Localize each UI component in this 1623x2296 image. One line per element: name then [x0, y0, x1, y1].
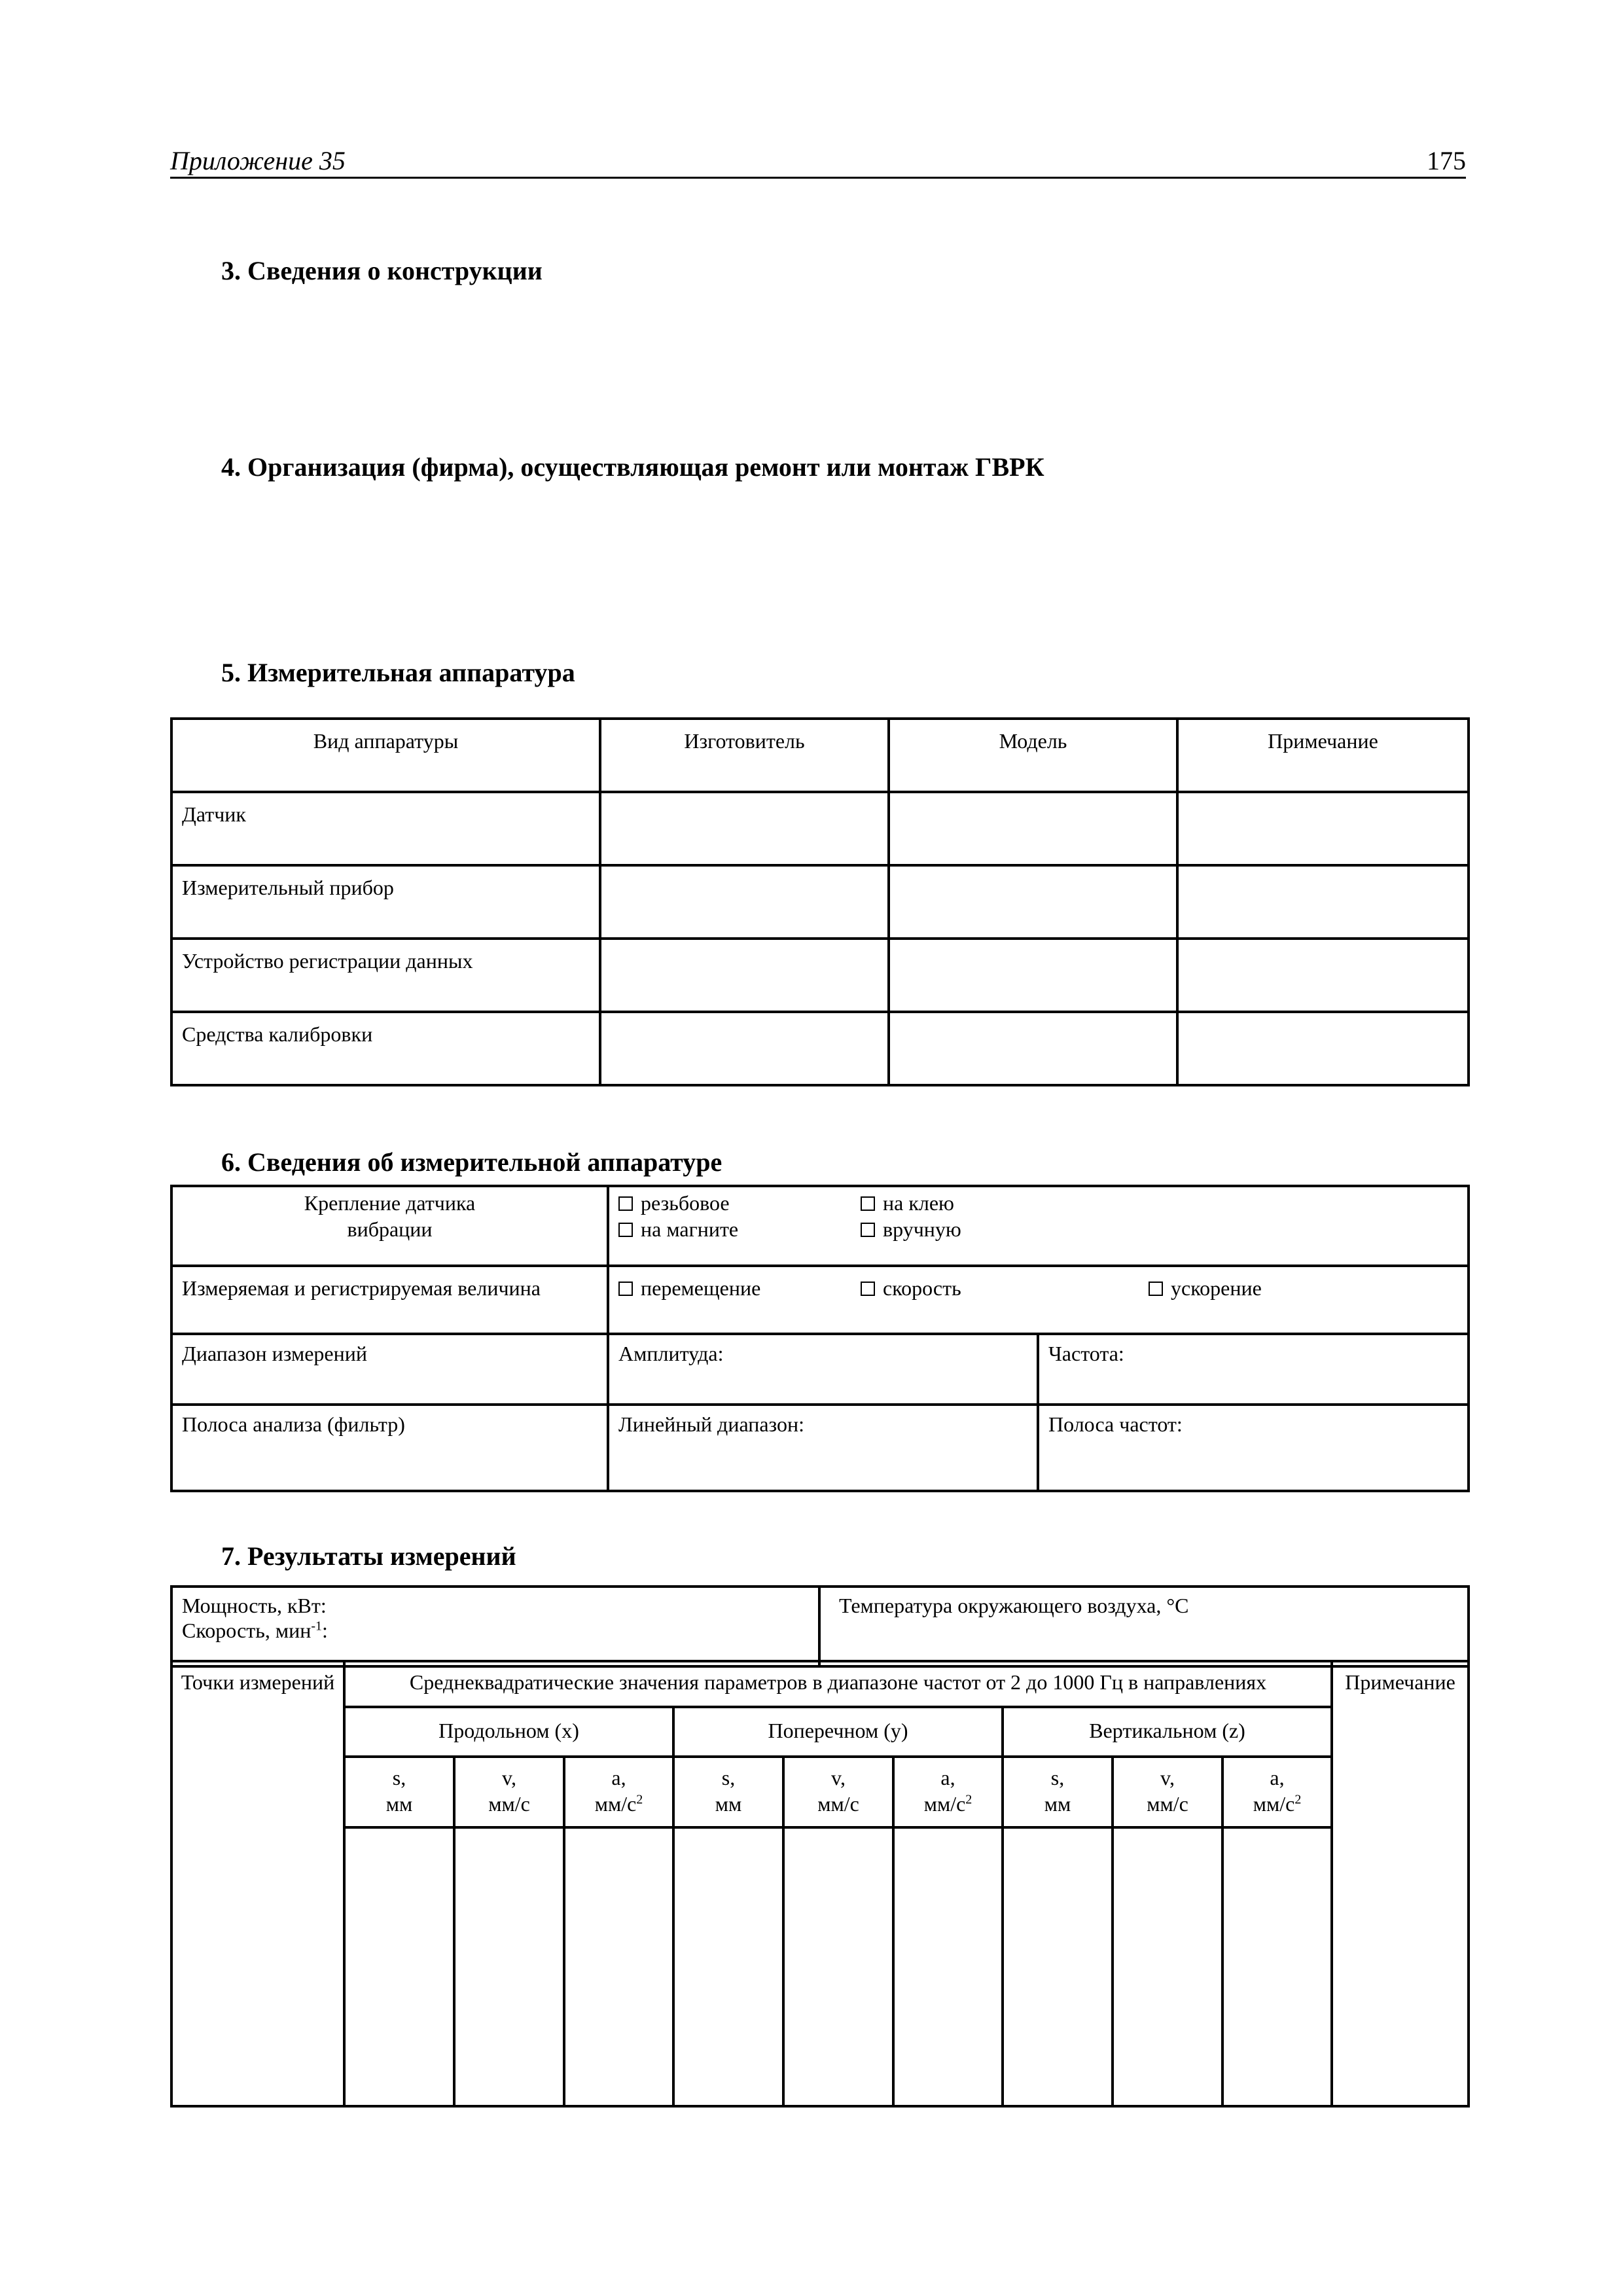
option-velocity[interactable] — [861, 1275, 1149, 1301]
temperature-field[interactable]: Температура окружающего воздуха, °С — [819, 1587, 1469, 1666]
empty-cell[interactable] — [1177, 939, 1469, 1012]
empty-cell[interactable] — [1177, 865, 1469, 939]
data-cell[interactable] — [673, 1827, 783, 2106]
checkbox-icon — [618, 1282, 633, 1296]
equipment-table — [170, 717, 1470, 1086]
checkbox-icon — [618, 1196, 633, 1211]
params-row — [171, 1757, 1469, 1827]
checkbox-icon — [861, 1196, 875, 1211]
results-header-row — [171, 1661, 1469, 1707]
table-row — [171, 792, 1469, 865]
data-cell[interactable] — [454, 1827, 564, 2106]
param-unit — [455, 1791, 563, 1817]
param-unit-text: мм/с — [817, 1792, 859, 1816]
param-symbol: a, — [940, 1766, 955, 1789]
note-header: Примечание — [1332, 1661, 1469, 2106]
table-row — [171, 1012, 1469, 1085]
param-header — [344, 1757, 454, 1827]
mount-label-line: Крепление датчика — [304, 1191, 476, 1215]
data-cell[interactable] — [783, 1827, 893, 2106]
data-cell[interactable] — [344, 1827, 454, 2106]
option-label: перемещение — [641, 1276, 761, 1300]
empty-cell[interactable] — [889, 865, 1177, 939]
param-unit-text: мм/с — [488, 1792, 530, 1816]
option-glued[interactable] — [861, 1190, 954, 1216]
column-header: Вид аппаратуры — [171, 719, 600, 792]
power-speed-cell[interactable] — [171, 1587, 819, 1666]
param-unit-exponent: 2 — [636, 1792, 643, 1807]
table-row — [171, 865, 1469, 939]
empty-cell[interactable] — [600, 939, 889, 1012]
range-label: Диапазон измерений — [171, 1334, 608, 1405]
empty-cell[interactable] — [889, 792, 1177, 865]
equipment-info-table — [170, 1185, 1470, 1492]
amplitude-field[interactable]: Амплитуда: — [608, 1334, 1038, 1405]
direction-z-header: Вертикальном (z) — [1003, 1707, 1332, 1757]
checkbox-icon — [618, 1223, 633, 1237]
checkbox-icon — [861, 1223, 875, 1237]
empty-cell[interactable] — [889, 939, 1177, 1012]
empty-cell[interactable] — [600, 792, 889, 865]
empty-cell[interactable] — [600, 865, 889, 939]
param-unit-exponent: 2 — [1294, 1792, 1302, 1807]
param-header — [1003, 1757, 1113, 1827]
directions-row — [171, 1707, 1469, 1757]
row-label: Средства калибровки — [171, 1012, 600, 1085]
row-label: Измерительный прибор — [171, 865, 600, 939]
power-label: Мощность, кВт: — [182, 1594, 327, 1617]
data-cell[interactable] — [1222, 1827, 1332, 2106]
data-cell[interactable] — [1113, 1827, 1222, 2106]
option-magnet[interactable] — [618, 1216, 861, 1242]
param-header — [783, 1757, 893, 1827]
table-row — [171, 1405, 1469, 1491]
param-symbol: a, — [1270, 1766, 1285, 1789]
section-5-heading: 5. Измерительная аппаратура — [221, 658, 575, 687]
header-rule — [170, 177, 1466, 179]
speed-label — [182, 1618, 818, 1643]
param-symbol: v, — [1160, 1766, 1175, 1789]
row-label: Устройство регистрации данных — [171, 939, 600, 1012]
option-label: вручную — [883, 1217, 961, 1241]
direction-y-header: Поперечном (y) — [673, 1707, 1003, 1757]
param-unit-text: мм/с — [923, 1792, 966, 1816]
results-table — [170, 1660, 1470, 2108]
param-unit-text: мм/с — [594, 1792, 637, 1816]
data-cell[interactable] — [564, 1827, 673, 2106]
section-6-heading: 6. Сведения об измерительной аппаратуре — [221, 1147, 722, 1177]
column-header: Примечание — [1177, 719, 1469, 792]
data-cell[interactable] — [1003, 1827, 1113, 2106]
param-header — [1113, 1757, 1222, 1827]
param-unit — [346, 1791, 453, 1817]
speed-text: Скорость, мин — [182, 1619, 312, 1642]
section-3-heading: 3. Сведения о конструкции — [221, 256, 543, 285]
param-unit-exponent: 2 — [965, 1792, 972, 1807]
option-label: скорость — [883, 1276, 961, 1300]
column-header: Модель — [889, 719, 1177, 792]
option-label: ускорение — [1171, 1276, 1262, 1300]
checkbox-icon — [1149, 1282, 1163, 1296]
points-header: Точки измерений — [171, 1661, 344, 2106]
quantity-label: Измеряемая и регистрируемая величина — [171, 1266, 608, 1334]
param-unit-text: мм/с — [1253, 1792, 1295, 1816]
param-symbol: s, — [392, 1766, 406, 1789]
data-cell[interactable] — [893, 1827, 1003, 2106]
running-header-title: Приложение 35 — [170, 146, 346, 175]
option-manual[interactable] — [861, 1216, 961, 1242]
option-threaded[interactable] — [618, 1190, 861, 1216]
empty-cell[interactable] — [600, 1012, 889, 1085]
param-symbol: s, — [721, 1766, 736, 1789]
mount-options — [608, 1186, 1469, 1266]
param-symbol: a, — [611, 1766, 626, 1789]
param-unit-text: мм/с — [1147, 1792, 1188, 1816]
option-displacement[interactable] — [618, 1275, 861, 1301]
speed-exponent: -1 — [311, 1619, 323, 1634]
results-conditions-table — [170, 1585, 1470, 1668]
param-unit — [675, 1791, 782, 1817]
frequency-field[interactable]: Частота: — [1038, 1334, 1469, 1405]
option-acceleration[interactable] — [1149, 1275, 1262, 1301]
linear-range-field[interactable]: Линейный диапазон: — [608, 1405, 1038, 1491]
param-unit — [1004, 1791, 1111, 1817]
table-row — [171, 939, 1469, 1012]
section-4-heading: 4. Организация (фирма), осуществляющая ремонт или монтаж ГВРК — [221, 452, 1044, 482]
param-unit — [565, 1791, 672, 1817]
table-row — [171, 1587, 1469, 1666]
row-label: Датчик — [171, 792, 600, 865]
table-row — [171, 1266, 1469, 1334]
data-row — [171, 1827, 1469, 2106]
param-symbol: v, — [831, 1766, 846, 1789]
mount-label-line: вибрации — [347, 1217, 433, 1241]
empty-cell[interactable] — [889, 1012, 1177, 1085]
param-header — [454, 1757, 564, 1827]
checkbox-icon — [861, 1282, 875, 1296]
param-unit — [785, 1791, 892, 1817]
param-unit-text: мм — [715, 1792, 742, 1816]
rms-header: Среднеквадратические значения параметров в диапазоне частот от 2 до 1000 Гц в направлениях — [344, 1661, 1332, 1707]
option-label: резьбовое — [641, 1191, 730, 1215]
equipment-table-header — [171, 719, 1469, 792]
param-header — [564, 1757, 673, 1827]
param-unit — [1114, 1791, 1221, 1817]
param-header — [893, 1757, 1003, 1827]
param-unit-text: мм — [385, 1792, 413, 1816]
direction-x-header: Продольном (x) — [344, 1707, 673, 1757]
section-7-heading: 7. Результаты измерений — [221, 1541, 516, 1571]
param-unit — [1224, 1791, 1330, 1817]
column-header: Изготовитель — [600, 719, 889, 792]
param-symbol: s, — [1050, 1766, 1065, 1789]
param-header — [1222, 1757, 1332, 1827]
param-unit — [895, 1791, 1001, 1817]
table-row — [171, 1186, 1469, 1266]
speed-colon: : — [322, 1619, 328, 1642]
option-label: на клею — [883, 1191, 954, 1215]
param-header — [673, 1757, 783, 1827]
page-number: 175 — [1427, 146, 1466, 175]
mount-label — [171, 1186, 608, 1266]
param-symbol: v, — [502, 1766, 516, 1789]
param-unit-text: мм — [1044, 1792, 1071, 1816]
quantity-options — [608, 1266, 1469, 1334]
band-label: Полоса анализа (фильтр) — [171, 1405, 608, 1491]
empty-cell[interactable] — [1177, 792, 1469, 865]
empty-cell[interactable] — [1177, 1012, 1469, 1085]
table-row — [171, 1334, 1469, 1405]
option-label: на магните — [641, 1217, 739, 1241]
freq-band-field[interactable]: Полоса частот: — [1038, 1405, 1469, 1491]
